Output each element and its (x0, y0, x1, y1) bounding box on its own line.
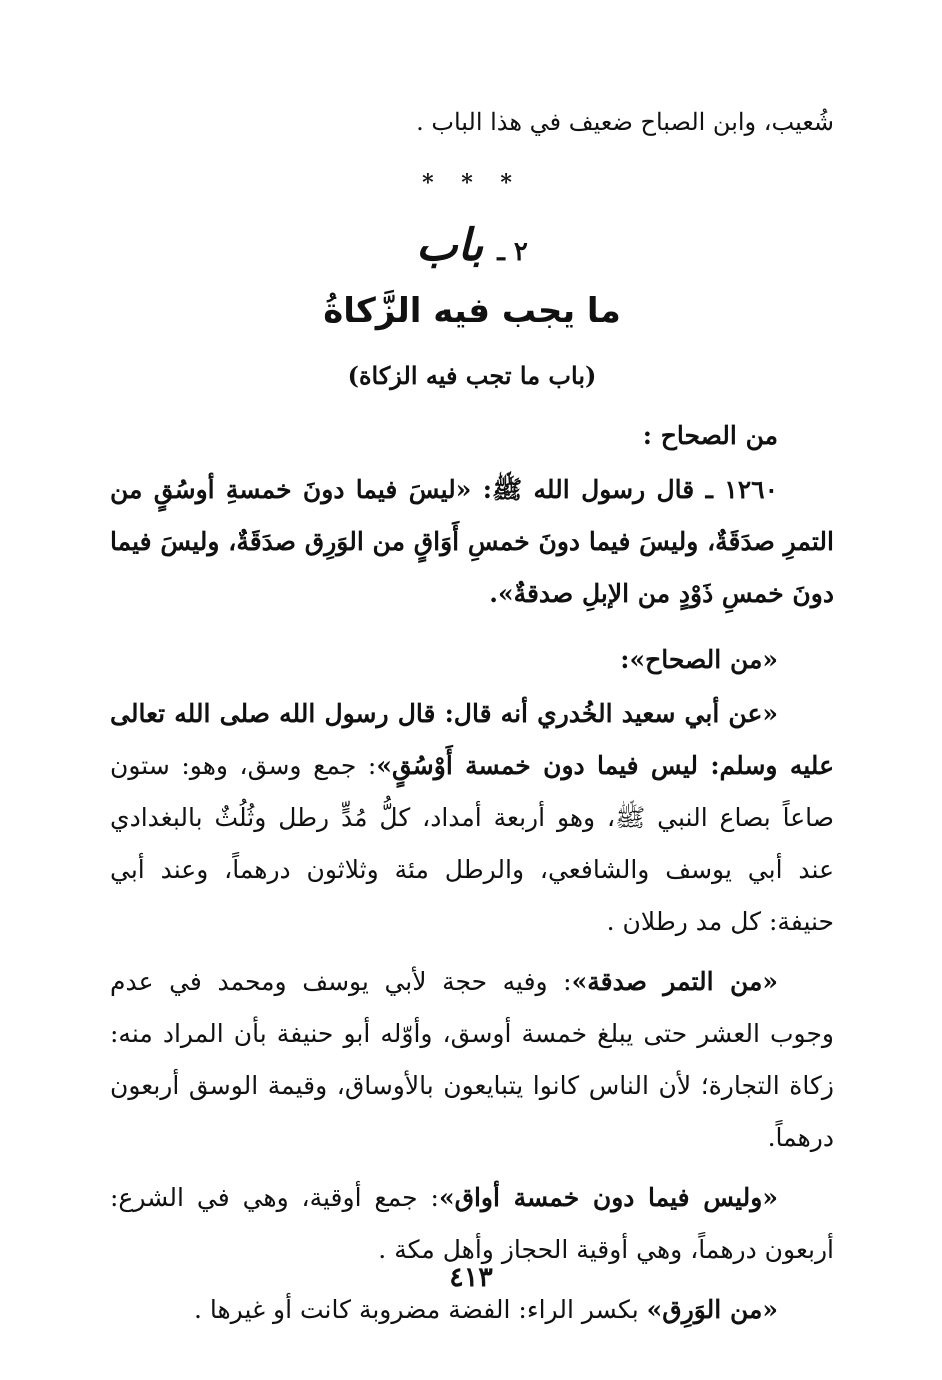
commentary-paragraph-1 (110, 688, 834, 948)
chapter-title: ما يجب فيه الزَّكاةُ (323, 291, 621, 331)
chapter-word: باب (416, 220, 484, 271)
page-number: ٤١٣ (449, 1262, 493, 1293)
quoted-phrase: «من الوَرِق» (646, 1295, 778, 1324)
section-label-sahih: من الصحاح : (642, 421, 778, 450)
quoted-phrase: «من التمر صدقة» (571, 967, 778, 996)
hadith-text: ١٢٦٠ ـ قال رسول الله ﷺ: «ليسَ فيما دونَ خمسةِ أوسُقٍ من التمرِ صدَقَةٌ، وليسَ فيما دونَ خمسِ أَوَاقٍ من الوَرِق صدَقَةٌ، وليسَ فيما دونَ خمسِ ذَوْدٍ من الإبلِ صدقةٌ». (110, 475, 834, 608)
continuation-line: شُعيب، وابن الصباح ضعيف في هذا الباب . (416, 108, 834, 136)
chapter-number: ٢ ـ (497, 237, 528, 267)
commentary-text: : وفيه حجة لأبي يوسف ومحمد في عدم وجوب العشر حتى يبلغ خمسة أوسق، وأوّله أبو حنيفة بأن المراد منه: زكاة التجارة؛ لأن الناس كانوا يتبايعون بالأوساق، وقيمة الوسق أربعون درهماً. (110, 967, 834, 1152)
chapter-subtitle: (باب ما تجب فيه الزكاة) (347, 361, 597, 390)
section-separator: * * * (422, 170, 522, 196)
quoted-phrase: «عن أبي سعيد الخُدري أنه قال: قال رسول الله صلى الله تعالى عليه وسلم: ليس فيما دون خمسة أَوْسُقٍ» (110, 699, 834, 780)
commentary-text: : جمع وسق، وهو: ستون صاعاً بصاع النبي ﷺ، وهو أربعة أمداد، كلُّ مُدٍّ رطل وثُلُثٌ بالبغدادي عند أبي يوسف والشافعي، والرطل مئة وثلاثون درهماً، وعند أبي حنيفة: كل مد رطلان . (110, 751, 834, 936)
commentary-paragraph-2 (110, 956, 834, 1164)
commentary-text: بكسر الراء: الفضة مضروبة كانت أو غيرها . (193, 1295, 647, 1324)
chapter-heading (110, 218, 834, 280)
commentary-text: : جمع أوقية، وهي في الشرع: أربعون درهماً، وهي أوقية الحجاز وأهل مكة . (110, 1183, 834, 1264)
commentary-paragraph-3 (110, 1172, 834, 1276)
commentary-label: «من الصحاح»: (620, 645, 778, 674)
quoted-phrase: «وليس فيما دون خمسة أواق» (438, 1183, 778, 1212)
